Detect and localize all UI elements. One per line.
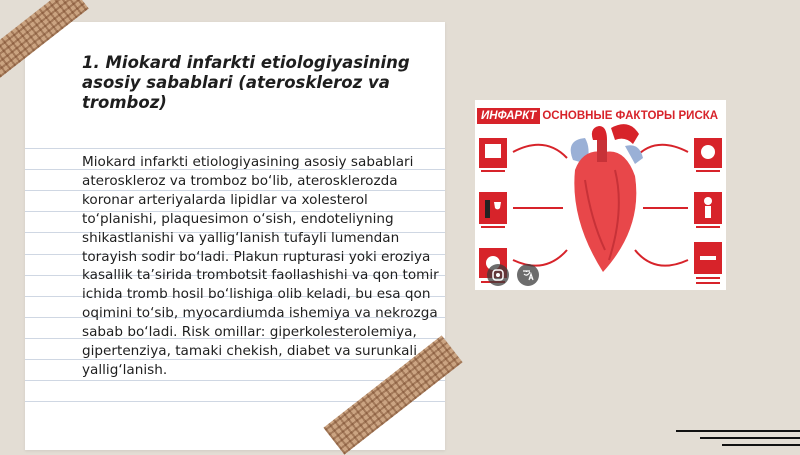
figure-heading: ОСНОВНЫЕ ФАКТОРЫ РИСКА	[542, 110, 719, 122]
stress-icon	[694, 138, 722, 172]
translate-button[interactable]	[517, 264, 539, 286]
elderly-icon	[694, 192, 722, 228]
scale-icon	[479, 138, 507, 172]
ruled-line	[25, 148, 445, 149]
decorative-line	[722, 444, 800, 446]
decorative-line	[676, 430, 800, 432]
alcohol-icon	[479, 192, 507, 228]
heart-shape	[571, 124, 643, 272]
risk-factors-figure[interactable]	[475, 100, 726, 290]
slide-title: 1. Miokard infarkti etiologiyasining asosiy sabablari (ateroskleroz va tromboz)	[82, 53, 410, 112]
google-lens-button[interactable]	[487, 264, 509, 286]
translate-icon	[522, 269, 534, 281]
infarct-badge: ИНФАРКТ	[477, 108, 540, 124]
heart-illustration	[475, 100, 726, 290]
google-lens-icon	[492, 269, 504, 281]
decorative-line	[700, 437, 800, 439]
slide-body-text: Miokard infarkti etiologiyasining asosiy sabablari ateroskleroz va tromboz bo‘lib, aterosklerozda koronar arteriyalarda lipidlar va xolesterol to‘planishi, plaquesimon o‘sish, endoteliyning shikastlanishi va yallig‘lanish tufayli lumendan torayish sodir bo‘ladi. Plakun rupturasi yoki eroziya kasallik ta’sirida trombotsit faollashishi va qon tomir ichida tromb hosil bo‘lishiga olib keladi, bu esa qon oqimini to‘sib, myocardiumda ishemiya va nekrozga sabab bo‘ladi. Risk omillar: giperkolesterolemiya, gipertenziya, tamaki chekish, diabet va surunkali yallig‘lanish.	[82, 154, 439, 378]
smoking-icon	[694, 242, 722, 284]
